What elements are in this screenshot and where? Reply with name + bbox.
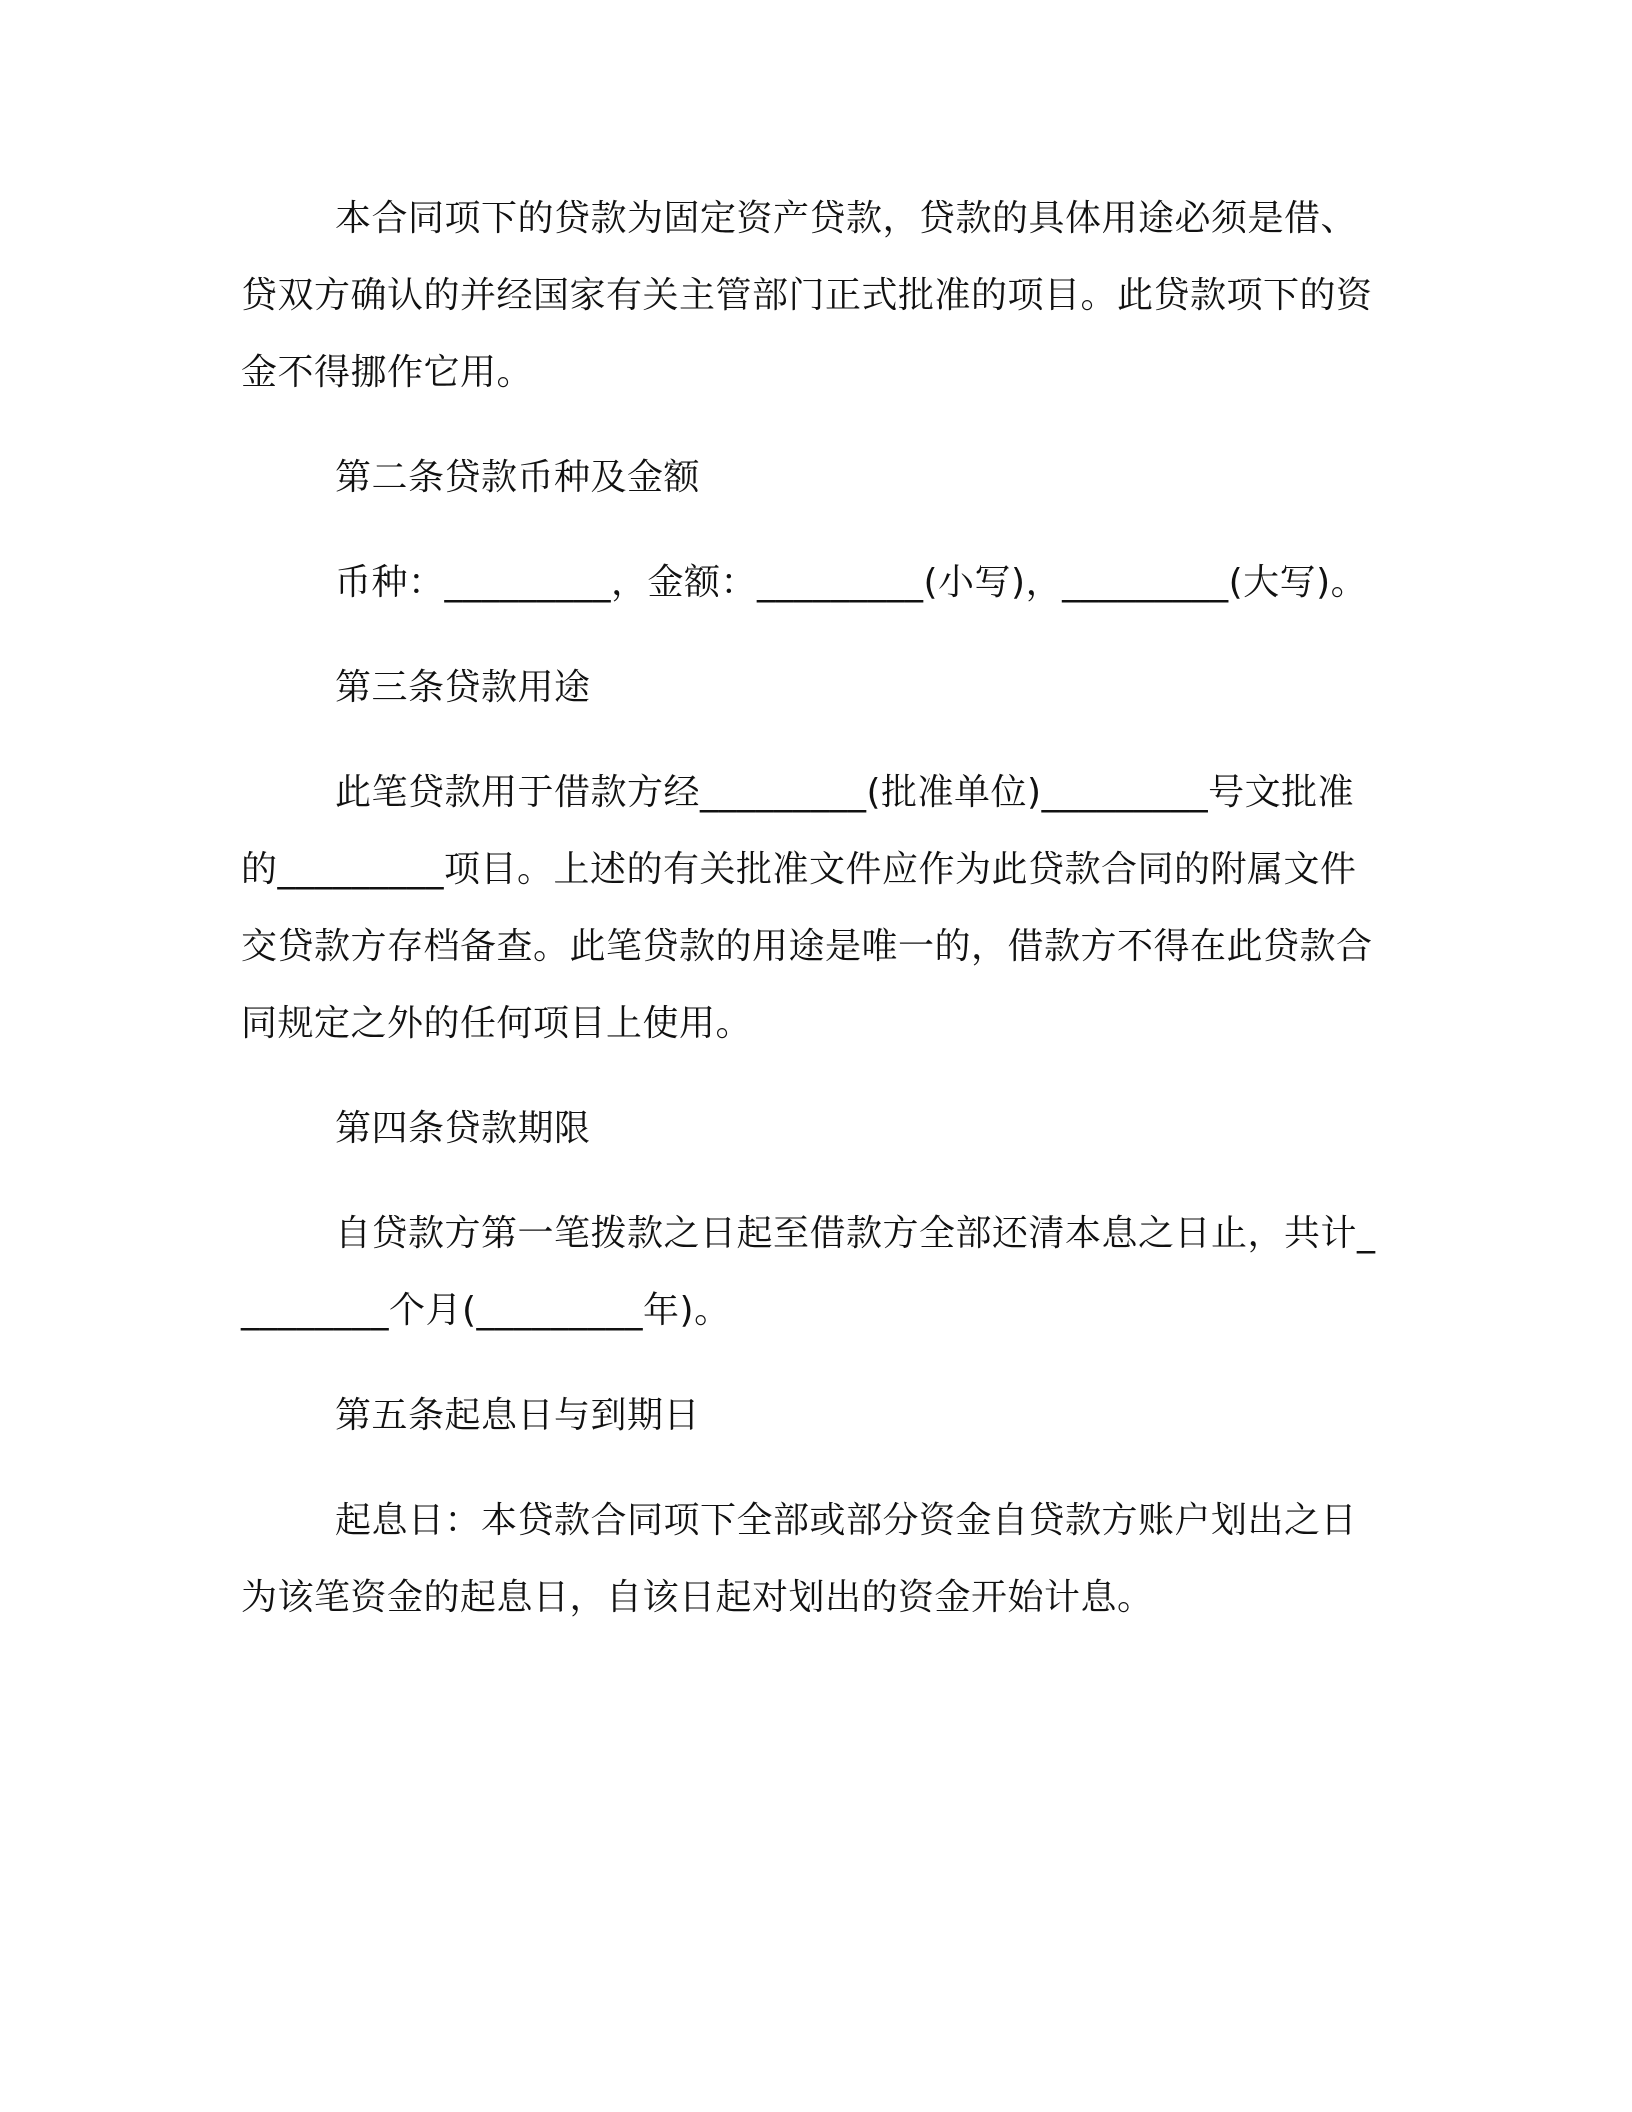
clause-1-usage-paragraph: 本合同项下的贷款为固定资产贷款，贷款的具体用途必须是借、贷双方确认的并经国家有关主管部门正式批准的项目。此贷款项下的资金不得挪作它用。 (241, 198, 1373, 393)
article-5-heading: 第五条起息日与到期日 (335, 1395, 701, 1436)
currency-amount-paragraph: 币种：_________，金额：_________(小写)，_________(大写)。 (335, 562, 1368, 603)
article-2-heading: 第二条贷款币种及金额 (335, 457, 701, 498)
loan-purpose-paragraph: 此笔贷款用于借款方经_________(批准单位)_________号文批准的_________项目。上述的有关批准文件应作为此贷款合同的附属文件交贷款方存档备查。此笔贷款的用途是唯一的，借款方不得在此贷款合同规定之外的任何项目上使用。 (241, 772, 1373, 1044)
value-date-paragraph: 起息日：本贷款合同项下全部或部分资金自贷款方账户划出之日为该笔资金的起息日，自该日起对划出的资金开始计息。 (241, 1500, 1358, 1618)
document-page (241, 180, 1381, 1636)
article-4-heading: 第四条贷款期限 (335, 1108, 591, 1149)
article-3-heading: 第三条贷款用途 (335, 667, 591, 708)
loan-term-paragraph: 自贷款方第一笔拨款之日起至借款方全部还清本息之日止，共计_________个月(_________年)。 (241, 1213, 1376, 1331)
